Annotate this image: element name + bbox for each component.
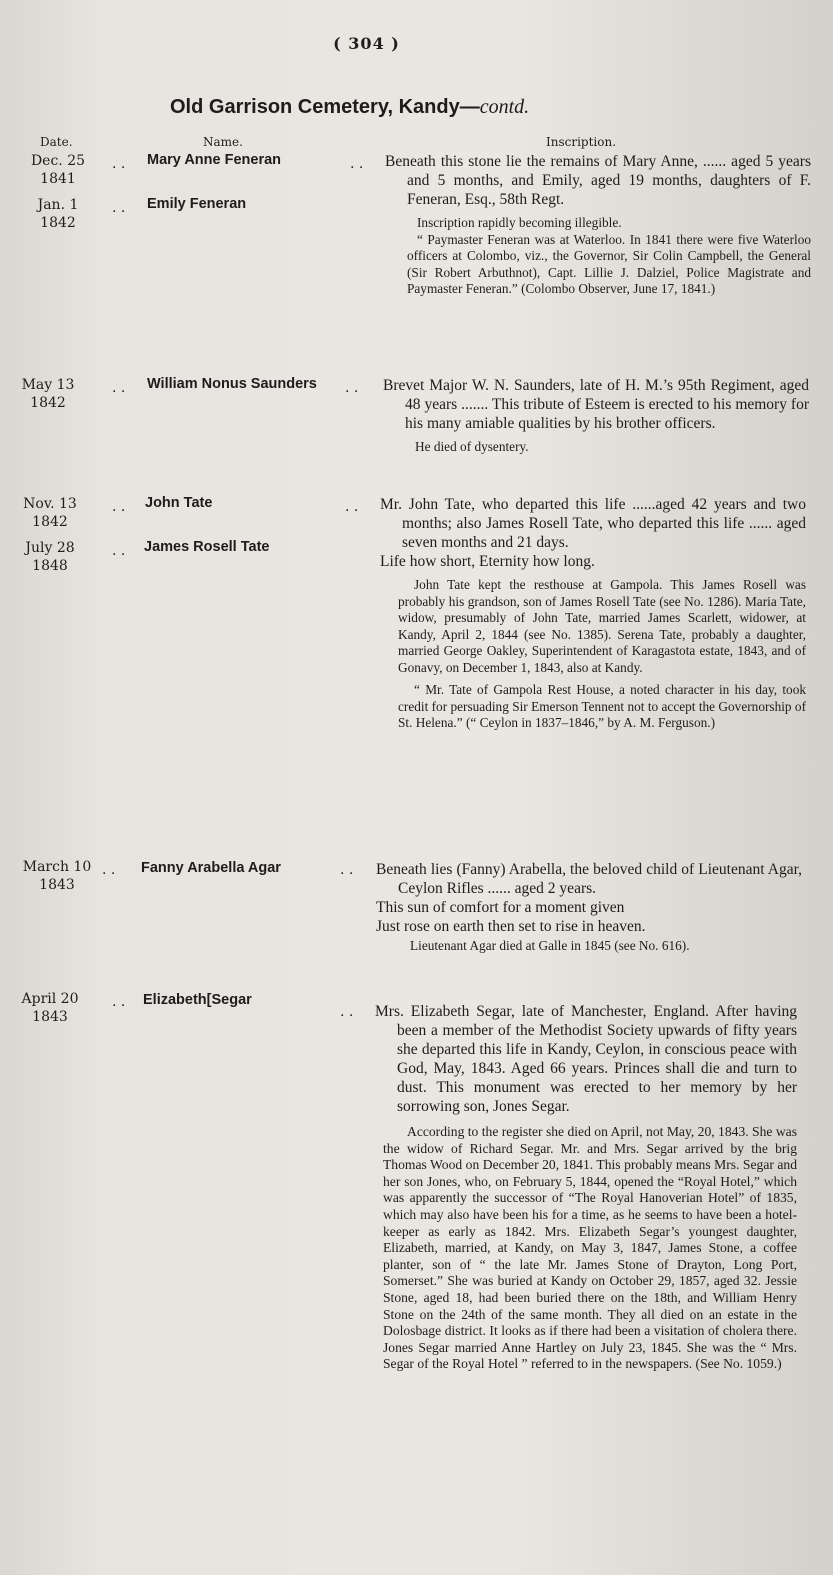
inscription-paragraph: Beneath lies (Fanny) Arabella, the beloved child of Lieutenant Agar, Ceylon Rifles ...... aged 2 years. — [376, 861, 802, 897]
inscription-text — [375, 1002, 797, 1373]
page-title — [170, 96, 610, 119]
date-day: Nov. 13 — [23, 496, 77, 512]
inscription-verse: This sun of comfort for a moment given — [376, 899, 625, 916]
inscription-verse: Just rose on earth then set to rise in heaven. — [376, 918, 646, 935]
inscription-paragraph: Mrs. Elizabeth Segar, late of Manchester, England. After having been a member of the Methodist Society upwards of fifty years she departed this life in Kandy, Ceylon, in conscious peace with God, May, 1843. Aged 66 years. Princes shall die and turn to dust. This monument was erected to her memory by her sorrowing son, Jones Segar. — [375, 1003, 797, 1115]
date-day: May 13 — [21, 377, 75, 393]
entry-name: Emily Feneran — [147, 196, 247, 212]
entry-date — [12, 990, 88, 1026]
title-main: Old Garrison Cemetery, Kandy— — [170, 96, 480, 118]
entry-name: Elizabeth[Segar — [143, 992, 252, 1008]
note-paragraph: “ Mr. Tate of Gampola Rest House, a noted character in his day, took credit for persuading Sir Emerson Tennent not to accept the Governorship of St. Helena.” (“ Ceylon in 1837–1846,” by A. M. Ferguson.) — [398, 682, 806, 730]
inscription-text — [385, 152, 811, 298]
page-number: ( 304 ) — [333, 34, 400, 53]
inscription-text — [380, 495, 806, 732]
date-year: 1842 — [40, 215, 76, 231]
date-year: 1842 — [32, 514, 68, 530]
leader-dots: . . — [112, 200, 126, 216]
entry-date — [22, 196, 94, 232]
entry-name: William Nonus Saunders — [147, 376, 317, 392]
date-day: April 20 — [21, 991, 79, 1007]
leader-dots: . . — [112, 994, 126, 1010]
inscription-paragraph: Beneath this stone lie the remains of Mary Anne, ...... aged 5 years and 5 months, and Emily, aged 19 months, daughters of F. Feneran, Esq., 58th Regt. — [385, 153, 811, 208]
note-paragraph: According to the register she died on April, not May, 20, 1843. She was the widow of Richard Segar. Mr. and Mrs. Segar arrived by the brig Thomas Wood on December 20, 1841. This probably means Mrs. Segar and her son Jones, who, on February 5, 1844, opened the “Royal Hotel,” which was apparently the successor of “The Royal Hanoverian Hotel” of 1835, which may also have been his for a time, as he seems to have been a hotel-keeper as early as 1842. Mrs. Elizabeth Segar’s youngest daughter, Elizabeth, married, at Kandy, on May 3, 1847, James Stone, a coffee planter, son of “ the late Mr. James Stone of Drayton, Long Port, Somerset.” She was buried at Kandy on October 29, 1857, aged 32. Jessie Stone, aged 18, had been buried there on the 18th, and William Henry Stone on the 24th of the same month. They all died on an estate in the Dolosbage district. It looks as if there had been a visitation of cholera there. Jones Segar married Anne Hartley on July 23, 1845. She was the “ Mrs. Segar of the Royal Hotel ” referred to in the newspapers. (See No. 1059.) — [383, 1124, 797, 1372]
leader-dots: . . — [112, 543, 126, 559]
entry-name: Fanny Arabella Agar — [141, 860, 281, 876]
date-day: July 28 — [25, 540, 75, 556]
inscription-verse: Life how short, Eternity how long. — [380, 553, 595, 570]
note-paragraph: John Tate kept the resthouse at Gampola. This James Rosell was probably his grandson, son of James Rosell Tate (see No. 1286). Maria Tate, widow, presumably of John Tate, married James Scarlett, widower, at Kandy, April 2, 1844 (see No. 1385). Serena Tate, probably a daughter, married George Oakley, Superintendent of Karagastota estate, 1843, and of Gonavy, on December 1, 1843, also at Kandy. — [398, 577, 806, 675]
note-paragraph: Inscription rapidly becoming illegible. — [417, 215, 622, 230]
date-day: Jan. 1 — [37, 197, 79, 213]
name-column-header: Name. — [203, 135, 243, 149]
entry-name: James Rosell Tate — [144, 539, 270, 555]
entry-name: John Tate — [145, 495, 213, 511]
inscription-column-header: Inscription. — [546, 135, 617, 149]
inscription-paragraph: Brevet Major W. N. Saunders, late of H. M.’s 95th Regiment, aged 48 years ....... This tribute of Esteem is erected to his memory for his many amiable qualities by his brother officers. — [383, 377, 809, 432]
note-paragraph: “ Paymaster Feneran was at Waterloo. In 1841 there were five Waterloo officers at Colombo, viz., the Governor, Sir Colin Campbell, the General (Sir Robert Arbuthnot), Capt. Lillie J. Dalziel, Police Magistrate and Paymaster Feneran.” (Colombo Observer, June 17, 1841.) — [407, 231, 811, 296]
date-day: March 10 — [22, 859, 92, 875]
date-year: 1848 — [32, 558, 68, 574]
leader-dots: . . — [350, 156, 364, 172]
leader-dots: . . — [345, 499, 359, 515]
inscription-text — [376, 860, 802, 955]
entry-date — [14, 539, 86, 575]
entry-date — [22, 152, 94, 188]
leader-dots: . . — [112, 499, 126, 515]
leader-dots: . . — [340, 862, 354, 878]
entry-date — [16, 858, 98, 894]
date-year: 1843 — [39, 877, 75, 893]
date-year: 1843 — [32, 1009, 68, 1025]
leader-dots: . . — [112, 156, 126, 172]
title-suffix: contd. — [479, 96, 530, 118]
note-paragraph: Lieutenant Agar died at Galle in 1845 (see No. 616). — [410, 938, 690, 953]
inscription-paragraph: Mr. John Tate, who departed this life ......aged 42 years and two months; also James Rosell Tate, who departed this life ...... aged seven months and 21 days. — [380, 496, 806, 551]
note-paragraph: He died of dysentery. — [415, 439, 529, 454]
entry-date — [12, 376, 84, 412]
date-day: Dec. 25 — [30, 153, 86, 169]
leader-dots: . . — [340, 1004, 354, 1020]
date-column-header: Date. — [40, 135, 73, 149]
date-year: 1842 — [30, 395, 66, 411]
entry-name: Mary Anne Feneran — [147, 152, 282, 168]
entry-date — [14, 495, 86, 531]
date-year: 1841 — [40, 171, 76, 187]
leader-dots: . . — [102, 862, 116, 878]
leader-dots: . . — [112, 380, 126, 396]
inscription-text — [383, 376, 809, 456]
leader-dots: . . — [345, 380, 359, 396]
